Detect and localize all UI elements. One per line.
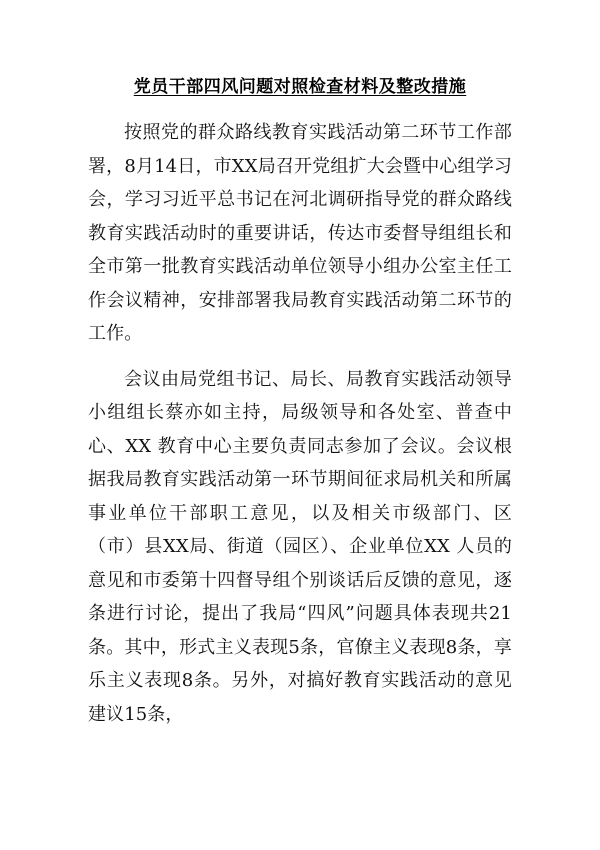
paragraph-meeting-details: 会议由局党组书记、局长、局教育实践活动领导小组组长蔡亦如主持，局级领导和各处室、普查中心、XX 教育中心主要负责同志参加了会议。会议根据我局教育实践活动第一环节期间征求局机关和所属事业单位干部职工意见，以及相关市级部门、区（市）县XX局、街道（园区）、企业单位XX 人员的意见和市委第十四督导组个别谈话后反馈的意见，逐条进行讨论，提出了我局“四风”问题具体表现共21条。其中，形式主义表现5条，官僚主义表现8条，享乐主义表现8条。另外，对搞好教育实践活动的意见建议15条， bbox=[88, 368, 512, 725]
paragraph-meeting-arrangement: 按照党的群众路线教育实践活动第二环节工作部署，8月14日，市XX局召开党组扩大会暨中心组学习会，学习习近平总书记在河北调研指导党的群众路线教育实践活动时的重要讲话，传达市委督导组组长和全市第一批教育实践活动单位领导小组办公室主任工作会议精神，安排部署我局教育实践活动第二环节的工作。 bbox=[88, 122, 512, 344]
document-title: 党员干部四风问题对照检查材料及整改措施 bbox=[133, 77, 467, 97]
